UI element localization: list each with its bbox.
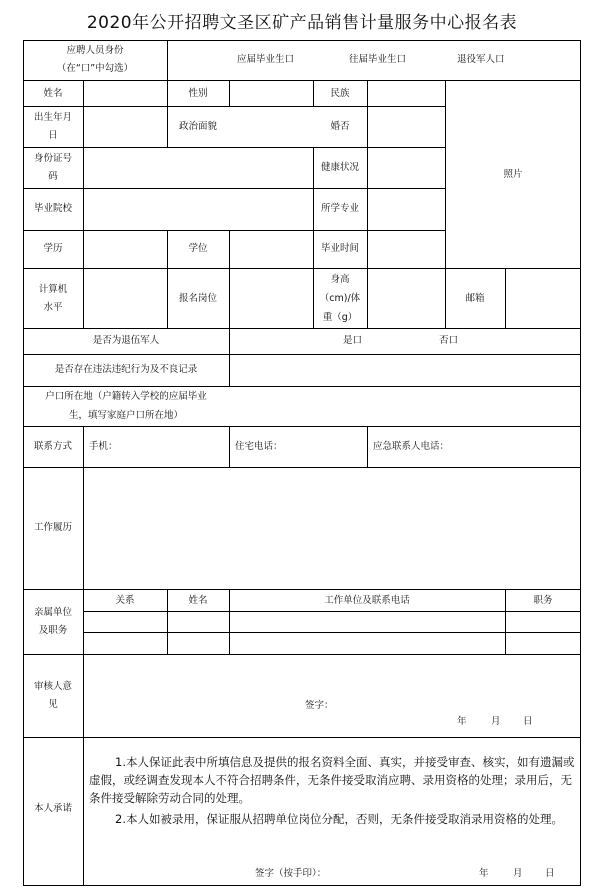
emergency-contact-label: 应急联系人电话：: [373, 441, 450, 452]
veteran-yes-option[interactable]: 是口: [343, 335, 363, 346]
political-label: 政治面貌: [178, 121, 217, 132]
major-label: 所学专业: [320, 203, 359, 214]
reviewer-label-2: 见: [48, 699, 58, 710]
reviewer-sign-label: 签字：: [305, 700, 334, 711]
pledge-clause-1: 1.本人保证此表中所填信息及提供的报名资料全面、真实，并接受审查、核实，如有遗漏或虚假，或经调查发现本人不符合招聘条件，无条件接受取消应聘、录用资格的处理；录用后，无条件接受解除劳动合同的处理。: [89, 755, 575, 805]
education-label: 学历: [43, 243, 63, 254]
work-history-label: 工作履历: [33, 522, 72, 533]
rule: [23, 467, 581, 468]
pledge-clause-2: 2.本人如被录用，保证服从招聘单位岗位分配，否则，无条件接受取消录用资格的处理。: [115, 812, 563, 826]
ethnicity-label: 民族: [330, 88, 350, 99]
relative-work-header: 工作单位及联系电话: [324, 595, 410, 606]
identity-hint: （在“口”中勾选）: [56, 63, 134, 74]
degree-label: 学位: [188, 243, 208, 254]
rule: [367, 426, 368, 467]
option-past-graduate[interactable]: 往届毕业生口: [349, 54, 407, 65]
reviewer-year-label: 年: [457, 716, 467, 727]
rule: [23, 589, 581, 590]
pledge-sign-label: 签字（按手印）：: [255, 868, 327, 879]
id-label-2: 码: [48, 171, 58, 182]
pledge-year-label: 年: [479, 868, 489, 879]
rule: [83, 80, 84, 328]
height-label-2: （cm)/体: [319, 293, 361, 304]
name-label: 姓名: [43, 88, 63, 99]
rule: [83, 611, 581, 612]
rule: [229, 328, 230, 386]
rule: [23, 885, 581, 886]
reviewer-label: 审核人意: [33, 681, 72, 692]
gender-label: 性别: [188, 88, 208, 99]
violation-question: 是否存在违法违纪行为及不良记录: [54, 364, 198, 375]
option-veteran[interactable]: 退役军人口: [457, 54, 505, 65]
email-label: 邮箱: [465, 293, 485, 304]
pledge-label: 本人承诺: [33, 803, 72, 814]
option-new-graduate[interactable]: 应届毕业生口: [237, 54, 295, 65]
rule: [23, 328, 581, 329]
hukou-label-2: 生，填写家庭户口所在地）: [68, 410, 183, 421]
pledge-day-label: 日: [545, 868, 555, 879]
identity-label: 应聘人员身份: [66, 45, 124, 56]
veteran-no-option[interactable]: 否口: [439, 335, 459, 346]
rule: [23, 230, 445, 231]
mobile-label: 手机：: [89, 441, 118, 452]
rule: [229, 230, 230, 328]
marital-label: 婚否: [330, 121, 350, 132]
rule: [23, 654, 581, 655]
birth-label-2: 日: [48, 130, 58, 141]
relatives-label: 亲属单位: [33, 607, 72, 618]
id-label: 身份证号: [33, 153, 72, 164]
veteran-question: 是否为退伍军人: [92, 335, 160, 346]
rule: [167, 40, 168, 80]
hukou-label: 户口所在地（户籍转入学校的应届毕业: [45, 391, 207, 402]
rule: [23, 268, 581, 269]
relation-header: 关系: [115, 595, 135, 606]
height-label: 身高: [330, 274, 350, 285]
school-label: 毕业院校: [33, 203, 72, 214]
birth-label: 出生年月: [33, 112, 72, 123]
rule: [23, 426, 581, 427]
grad-time-label: 毕业时间: [320, 243, 359, 254]
registration-form: [23, 40, 581, 886]
rule: [367, 80, 368, 328]
position-label: 报名岗位: [178, 293, 217, 304]
pledge-month-label: 月: [513, 868, 523, 879]
rule: [23, 354, 581, 355]
photo-label: 照片: [503, 169, 523, 180]
rule: [23, 147, 445, 148]
relative-name-header: 姓名: [188, 595, 208, 606]
relatives-label-2: 及职务: [38, 625, 68, 636]
computer-label: 计算机: [38, 284, 68, 295]
reviewer-month-label: 月: [491, 716, 501, 727]
rule: [229, 80, 230, 106]
health-label: 健康状况: [320, 162, 359, 173]
rule: [23, 188, 445, 189]
relative-title-header: 职务: [533, 595, 553, 606]
rule: [23, 737, 581, 738]
reviewer-day-label: 日: [523, 716, 533, 727]
rule: [505, 268, 506, 328]
computer-label-2: 水平: [43, 302, 63, 313]
rule: [83, 426, 84, 886]
rule: [83, 632, 581, 633]
home-phone-label: 住宅电话：: [235, 441, 283, 452]
form-title: 2020年公开招聘文圣区矿产品销售计量服务中心报名表: [86, 13, 518, 33]
rule: [229, 426, 230, 467]
rule: [23, 80, 581, 81]
contact-label: 联系方式: [33, 441, 72, 452]
height-label-3: 重（g）: [322, 312, 358, 323]
rule: [23, 106, 445, 107]
